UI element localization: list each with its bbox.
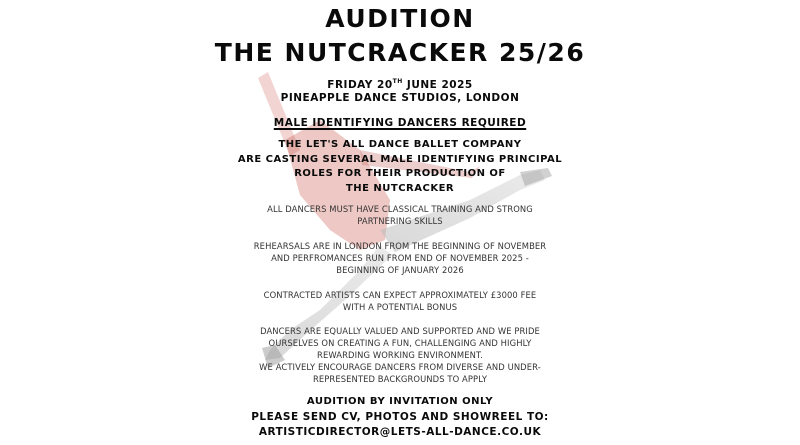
date-prefix: FRIDAY 20 bbox=[327, 79, 393, 91]
intro-line-2: ARE CASTING SEVERAL MALE IDENTIFYING PRINCIPAL bbox=[237, 154, 563, 165]
intro-line-1: THE LET'S ALL DANCE BALLET COMPANY bbox=[278, 139, 522, 150]
fee-line-1: CONTRACTED ARTISTS CAN EXPECT APPROXIMATELY £3000 FEE bbox=[263, 290, 537, 300]
values-line-2: OURSELVES ON CREATING A FUN, CHALLENGING AND HIGHLY bbox=[268, 338, 532, 348]
title-production: THE NUTCRACKER 25/26 bbox=[214, 38, 586, 67]
training-line-1: ALL DANCERS MUST HAVE CLASSICAL TRAINING AND STRONG bbox=[267, 204, 533, 214]
values-line-5: REPRESENTED BACKGROUNDS TO APPLY bbox=[312, 374, 488, 384]
schedule-line-2: AND PERFROMANCES RUN FROM END OF NOVEMBER 2025 - bbox=[271, 253, 529, 263]
intro-line-3: ROLES FOR THEIR PRODUCTION OF bbox=[294, 168, 506, 179]
title-audition: AUDITION bbox=[325, 4, 475, 33]
training-line-2: PARTNERING SKILLS bbox=[357, 216, 443, 226]
requirement-heading bbox=[0, 115, 800, 131]
date-suffix: JUNE 2025 bbox=[402, 79, 473, 91]
schedule-line-3: BEGINNING OF JANUARY 2026 bbox=[336, 265, 464, 275]
closing-invitation: AUDITION BY INVITATION ONLY bbox=[306, 396, 494, 407]
values-line-1: DANCERS ARE EQUALLY VALUED AND SUPPORTED AND WE PRIDE bbox=[260, 326, 540, 336]
fee-line-2: WITH A POTENTIAL BONUS bbox=[342, 302, 458, 312]
requirement-text: MALE IDENTIFYING DANCERS REQUIRED bbox=[273, 117, 527, 129]
contact-email[interactable]: ARTISTICDIRECTOR@LETS-ALL-DANCE.CO.UK bbox=[258, 426, 542, 438]
values-line-3: REWARDING WORKING ENVIRONMENT. bbox=[317, 350, 483, 360]
intro-line-4: THE NUTCRACKER bbox=[345, 183, 455, 194]
audition-venue: PINEAPPLE DANCE STUDIOS, LONDON bbox=[280, 92, 520, 104]
values-line-4: WE ACTIVELY ENCOURAGE DANCERS FROM DIVERSE AND UNDER- bbox=[259, 362, 541, 372]
date-ordinal: TH bbox=[392, 78, 403, 85]
closing-instructions: PLEASE SEND CV, PHOTOS AND SHOWREEL TO: bbox=[251, 411, 549, 423]
schedule-line-1: REHEARSALS ARE IN LONDON FROM THE BEGINNING OF NOVEMBER bbox=[253, 241, 547, 251]
